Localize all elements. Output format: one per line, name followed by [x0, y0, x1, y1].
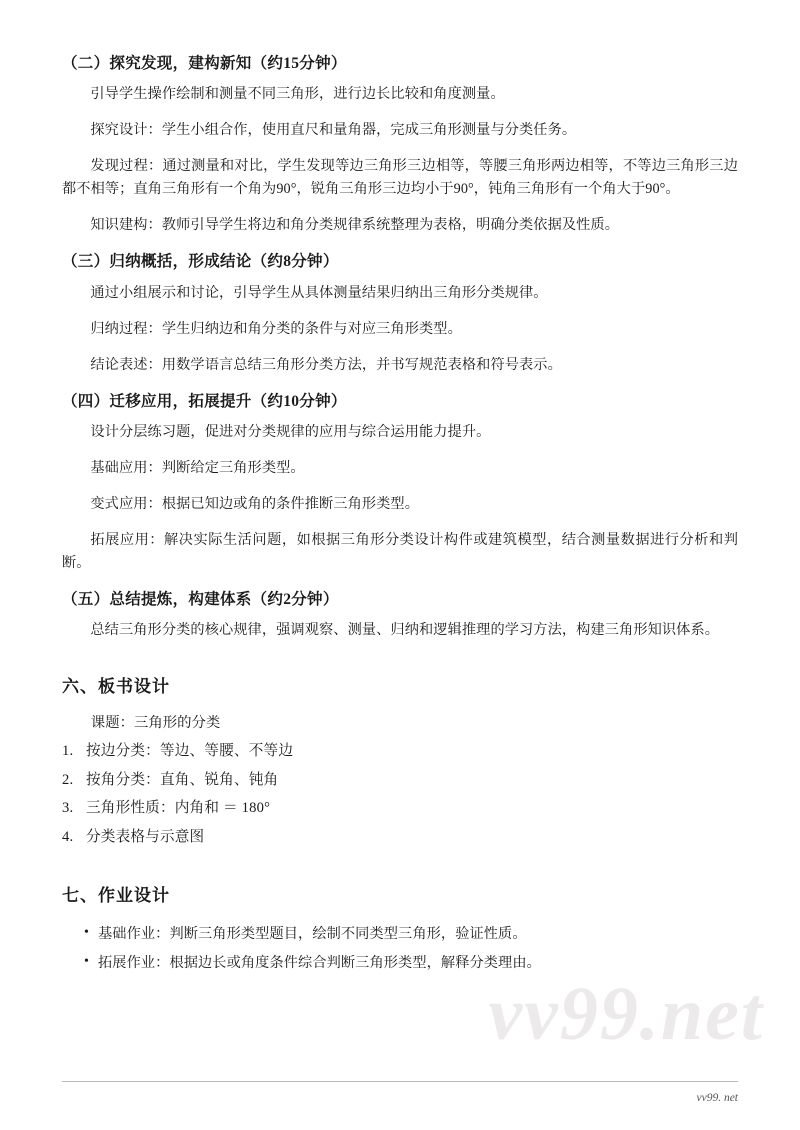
list-item-number: 4. — [62, 828, 74, 845]
section-4-paragraph-2: 基础应用：判断给定三角形类型。 — [90, 459, 305, 476]
list-item-text: 按角分类：直角、锐角、钝角 — [86, 771, 279, 788]
list-item — [62, 794, 738, 822]
footer-divider — [62, 1081, 738, 1082]
homework-design-list — [62, 920, 738, 977]
section-2-paragraph-2: 探究设计：学生小组合作，使用直尺和量角器，完成三角形测量与分类任务。 — [90, 122, 577, 139]
section-4-paragraph-4: 拓展应用：解决实际生活问题，如根据三角形分类设计构件或建筑模型，结合测量数据进行分析和判断。 — [62, 531, 738, 571]
section-4-paragraph-1: 设计分层练习题，促进对分类规律的应用与综合运用能力提升。 — [90, 423, 491, 440]
section-3-paragraph-2: 归纳过程：学生归纳边和角分类的条件与对应三角形类型。 — [90, 320, 462, 337]
list-item — [62, 766, 738, 794]
section-3-paragraph-1: 通过小组展示和讨论，引导学生从具体测量结果归纳出三角形分类规律。 — [90, 284, 548, 301]
watermark-text: vv99.net — [488, 972, 764, 1056]
section-heading-5: （五）总结提炼，构建体系（约2分钟） — [62, 590, 339, 608]
list-item — [62, 823, 738, 851]
board-design-heading: 六、板书设计 — [62, 677, 170, 696]
section-2-paragraph-4: 知识建构：教师引导学生将边和角分类规律系统整理为表格，明确分类依据及性质。 — [90, 217, 620, 234]
list-item-text: 三角形性质：内角和 ＝ 180° — [86, 800, 271, 817]
list-item-number: 1. — [62, 743, 74, 760]
section-heading-3: （三）归纳概括，形成结论（约8分钟） — [62, 253, 339, 271]
board-design-topic: 课题：三角形的分类 — [90, 715, 221, 731]
footer-source-text: vv99. net — [696, 1092, 738, 1104]
homework-design-heading: 七、作业设计 — [62, 886, 170, 906]
section-2-paragraph-1: 引导学生操作绘制和测量不同三角形，进行边长比较和角度测量。 — [90, 86, 505, 103]
board-design-list — [62, 737, 738, 851]
list-item — [62, 737, 738, 765]
section-heading-4: （四）迁移应用，拓展提升（约10分钟） — [62, 392, 347, 410]
document-content — [62, 52, 738, 977]
section-3-paragraph-3: 结论表述：用数学语言总结三角形分类方法，并书写规范表格和符号表示。 — [90, 356, 562, 373]
list-item: • 拓展作业：根据边长或角度条件综合判断三角形类型，解释分类理由。 — [84, 949, 738, 977]
list-item-number: 2. — [62, 771, 74, 788]
section-2-paragraph-3: 发现过程：通过测量和对比，学生发现等边三角形三边相等，等腰三角形两边相等，不等边三角形三边都不相等；直角三角形有一个角为90°，锐角三角形三边均小于90°，钝角三角形有一个角大于90°。 — [62, 158, 738, 198]
list-item-text: 分类表格与示意图 — [86, 828, 205, 845]
section-4-paragraph-3: 变式应用：根据已知边或角的条件推断三角形类型。 — [90, 495, 420, 512]
list-item-number: 3. — [62, 800, 74, 817]
list-item-text: 按边分类：等边、等腰、不等边 — [86, 743, 294, 760]
section-heading-2: （二）探究发现，建构新知（约15分钟） — [62, 55, 347, 72]
section-5-paragraph-1: 总结三角形分类的核心规律，强调观察、测量、归纳和逻辑推理的学习方法，构建三角形知识体系。 — [90, 622, 720, 638]
list-item: • 基础作业：判断三角形类型题目，绘制不同类型三角形，验证性质。 — [84, 920, 738, 948]
